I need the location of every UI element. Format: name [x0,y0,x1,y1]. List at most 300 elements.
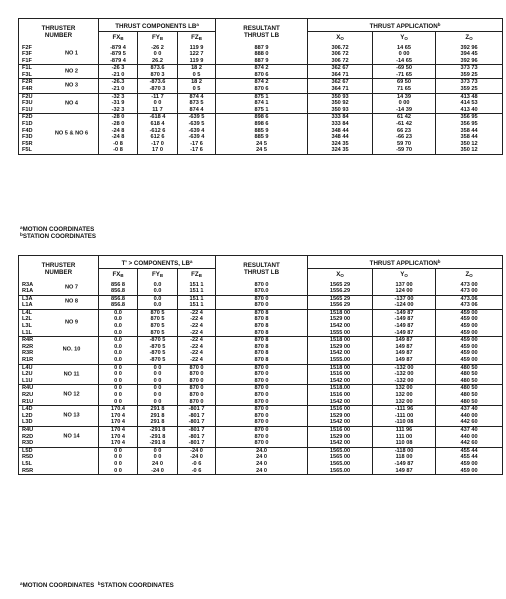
zo-value: 437 40 [436,406,503,413]
fy-value: 870 5 [138,323,178,330]
zo-value: 459 00 [436,468,503,475]
fy-value: 870 5 [138,309,178,316]
xo-value: 1556 29 [308,302,373,309]
xo-value: 1542 00 [308,440,373,447]
thruster-id: L2D [19,413,48,420]
fx-value: 0 0 [99,461,138,468]
fx-value: 0 0 [99,454,138,461]
fx-value: 0.0 [99,323,138,330]
yo-value: 149 87 [373,337,436,344]
fz-value: -17 6 [178,141,216,148]
yo-value: -149 87 [373,330,436,337]
xo-value: 1518 00 [308,364,373,371]
fy-value: 291 8 [138,413,178,420]
yo-value: 14 39 [373,93,436,100]
thruster-group-label: NO 4 [48,93,99,114]
xo-value: 1565 29 [308,295,373,302]
fz-value: 0 5 [178,86,216,93]
resultant-value: 870 6 [216,72,308,79]
fz-value: -17 6 [178,147,216,154]
fx-value: -21 0 [99,72,138,79]
fz-value: 119 9 [178,58,216,65]
resultant-value: 874 2 [216,79,308,86]
resultant-thrust-header: RESULTANT THRUST LB [216,19,308,45]
yo-value: 69 50 [373,79,436,86]
fz-value: -801 7 [178,440,216,447]
thruster-id: R3R [19,350,48,357]
zo-value: 480 50 [436,392,503,399]
xo-value: 1516 00 [308,392,373,399]
zo-value: 455 44 [436,447,503,454]
thruster-id: F2D [19,114,48,121]
zo-value: 394 45 [436,51,503,58]
fz-value: 870 0 [178,364,216,371]
fy-value: 17 0 [138,147,178,154]
fy-value: 870 5 [138,330,178,337]
resultant-value: 875 1 [216,107,308,114]
fx-value: 0.0 [99,309,138,316]
resultant-value: 875 1 [216,93,308,100]
fx-value: -21 0 [99,86,138,93]
thruster-id: R3A [19,282,48,289]
resultant-value: 24.0 [216,447,308,454]
fx-value: -26.3 [99,79,138,86]
xo-value: 350 93 [308,107,373,114]
fx-value: -0 8 [99,141,138,148]
yo-value: -71 65 [373,72,436,79]
zo-value: 480 50 [436,385,503,392]
fx-value: 170 4 [99,413,138,420]
yo-value: 111 96 [373,426,436,433]
fy-value: 618 4 [138,121,178,128]
thruster-id: R1A [19,288,48,295]
yo-value: 149 87 [373,468,436,475]
yo-value: 111 00 [373,434,436,441]
zo-value: 358 44 [436,128,503,135]
fz-value: -801 7 [178,434,216,441]
yo-value: -149 87 [373,323,436,330]
zo-value: 356 95 [436,121,503,128]
xo-value: 364 71 [308,86,373,93]
xo-value: 1516 00 [308,406,373,413]
fy-value: -870 3 [138,86,178,93]
xo-value: 1542 00 [308,419,373,426]
yo-value: -118 00 [373,447,436,454]
resultant-value: 885 9 [216,134,308,141]
thruster-id: F1L [19,65,48,72]
fx-value: -28 0 [99,121,138,128]
fz-value: -639 4 [178,128,216,135]
fz-header: $FZ_B$ [178,32,216,45]
xo-value: 1529 00 [308,413,373,420]
yo-header: $Y_O$ [373,32,436,45]
fz-value: -22 4 [178,323,216,330]
fx-header-2: $FX_B$ [99,269,138,282]
fz-value: -801 7 [178,413,216,420]
fx-value: 170.4 [99,406,138,413]
fx-value: -24 8 [99,128,138,135]
zo-value: 480 50 [436,378,503,385]
xo-value: 306 72 [308,51,373,58]
fx-value: 170 4 [99,426,138,433]
thrust-components-header-2: T' > COMPONENTS, $LB^a$ [99,256,216,269]
thruster-id: L4D [19,406,48,413]
fx-value: 170 4 [99,434,138,441]
fy-value: 0 0 [138,371,178,378]
fy-value: 0 0 [138,399,178,406]
yo-value: -149 87 [373,461,436,468]
zo-value: 459 00 [436,461,503,468]
fx-value: 0 0 [99,371,138,378]
xo-value: 350 92 [308,100,373,107]
thruster-id: F5L [19,147,48,154]
thruster-id: L5D [19,447,48,454]
thruster-id: L4L [19,309,48,316]
thruster-id: L4U [19,364,48,371]
xo-value: 1542 00 [308,378,373,385]
fx-value: 0 0 [99,378,138,385]
thruster-group-label: NO 7 [48,282,99,296]
zo-header-2: $Z_O$ [436,269,503,282]
thruster-id: F2U [19,93,48,100]
xo-value: 333 84 [308,114,373,121]
yo-value: 0 00 [373,100,436,107]
fy-value: -870 5 [138,344,178,351]
zo-value: 373 73 [436,79,503,86]
xo-value: 1565.00 [308,468,373,475]
thruster-id: R1U [19,399,48,406]
xo-header: $X_O$ [308,32,373,45]
zo-value: 480 50 [436,399,503,406]
table-row [19,93,503,100]
fz-value: 870 0 [178,378,216,385]
resultant-value: 24 0 [216,461,308,468]
yo-value: -66 23 [373,134,436,141]
fx-value: 0.0 [99,330,138,337]
resultant-value: 898 6 [216,114,308,121]
resultant-value: 24 5 [216,141,308,148]
xo-value: 348 44 [308,128,373,135]
zo-value: 392 96 [436,45,503,52]
fx-value: 0 0 [99,447,138,454]
fz-value: -22 4 [178,337,216,344]
resultant-value: 888 0 [216,51,308,58]
xo-value: 1565 29 [308,282,373,289]
fy-value: 0 0 [138,447,178,454]
thruster-group-label: NO 2 [48,65,99,79]
yo-value: 59 70 [373,141,436,148]
thruster-id: F3D [19,134,48,141]
fz-value: 870 0 [178,371,216,378]
zo-value: 459 00 [436,350,503,357]
fy-value: 0.0 [138,295,178,302]
thruster-group-label: NO 14 [48,426,99,447]
thruster-group-label: NO 9 [48,309,99,336]
thruster-id: L1L [19,330,48,337]
fx-value: 0.0 [99,344,138,351]
yo-value: -111 96 [373,406,436,413]
thruster-id: R4U [19,385,48,392]
xo-value: 1518 00 [308,309,373,316]
fy-value: 0 0 [138,51,178,58]
fz-value: 151 1 [178,295,216,302]
resultant-value: 24 0 [216,468,308,475]
fx-value: 856 8 [99,282,138,289]
resultant-value: 885 9 [216,128,308,135]
thruster-id: F1F [19,58,48,65]
xo-value: 1565.00 [308,461,373,468]
xo-value: 1556.29 [308,288,373,295]
table-row [19,426,503,433]
fz-value: -639 5 [178,114,216,121]
fx-value: -26 3 [99,65,138,72]
fy-value: 291 8 [138,419,178,426]
resultant-value: 870 0 [216,378,308,385]
table-row [19,114,503,121]
fz-value: 151 1 [178,288,216,295]
footnotes-2: $^a$MOTION COORDINATES $^b$STATION COORDINATES [20,581,174,589]
thruster-id: F5R [19,141,48,148]
xo-value: 306 72 [308,58,373,65]
fx-value: 0.0 [99,316,138,323]
thrust-application-header-2: THRUST APPLICATION$^b$ [308,256,503,269]
fz-value: -801 7 [178,406,216,413]
thruster-number-header-2: THRUSTER NUMBER [19,256,99,282]
fy-value: 0.0 [138,282,178,289]
fy-value: 26.2 [138,58,178,65]
resultant-value: 870 0 [216,419,308,426]
fy-value: -870 5 [138,350,178,357]
fy-value: 873.6 [138,65,178,72]
zo-value: 437 40 [436,426,503,433]
xo-value: 1565.00 [308,447,373,454]
thruster-group-label: NO. 10 [48,337,99,364]
fx-value: -879 4 [99,58,138,65]
fx-value: -24 8 [99,134,138,141]
fy-value: 0 0 [138,454,178,461]
fx-value: -32 3 [99,107,138,114]
thruster-id: F1U [19,107,48,114]
zo-value: 459 00 [436,344,503,351]
thruster-id: R4U [19,426,48,433]
fz-header-2: $FZ_B$ [178,269,216,282]
yo-value: 137 00 [373,282,436,289]
table-row [19,447,503,454]
fy-value: 291 8 [138,406,178,413]
yo-value: -111 00 [373,413,436,420]
yo-value: 61 42 [373,114,436,121]
fy-value: -291 8 [138,434,178,441]
fy-value: -17 0 [138,141,178,148]
table-row [19,65,503,72]
resultant-value: 870 8 [216,309,308,316]
yo-value: -132 00 [373,378,436,385]
zo-value: 442 60 [436,440,503,447]
xo-value: 348 44 [308,134,373,141]
fy-value: -24 0 [138,468,178,475]
fz-value: 874 4 [178,93,216,100]
fy-value: 11 7 [138,107,178,114]
resultant-value: 870 8 [216,337,308,344]
thruster-group-label: NO 11 [48,364,99,385]
resultant-value: 870 8 [216,316,308,323]
xo-value: 1555.00 [308,357,373,364]
fy-value: 0.0 [138,288,178,295]
xo-value: 1516 00 [308,426,373,433]
thruster-group-label: NO 3 [48,79,99,93]
fy-value: -291 8 [138,426,178,433]
xo-value: 1542 00 [308,323,373,330]
zo-value: 480 50 [436,364,503,371]
resultant-value: 870 0 [216,282,308,289]
yo-value: 110 08 [373,440,436,447]
fz-value: -22 4 [178,344,216,351]
xo-value: 362 67 [308,79,373,86]
xo-value: 1555 00 [308,330,373,337]
fz-value: 119 9 [178,45,216,52]
zo-value: 413 48 [436,93,503,100]
yo-value: 71 65 [373,86,436,93]
thruster-id: R2R [19,344,48,351]
yo-value: -110 08 [373,419,436,426]
resultant-value: 870 0 [216,413,308,420]
thruster-id: L2L [19,316,48,323]
xo-value: 1529 00 [308,316,373,323]
xo-value: 324 35 [308,141,373,148]
zo-value: 414 53 [436,100,503,107]
yo-value: 132 00 [373,399,436,406]
thruster-id: F3F [19,51,48,58]
xo-value: 1542 00 [308,350,373,357]
zo-value: 459 00 [436,309,503,316]
fy-value: -618 4 [138,114,178,121]
resultant-value: 870 0 [216,399,308,406]
yo-header-2: $Y_O$ [373,269,436,282]
zo-value: 473 00 [436,282,503,289]
xo-value: 1529 00 [308,344,373,351]
zo-value: 359 25 [436,86,503,93]
table-row [19,385,503,392]
thruster-group-label: NO 5 & NO 6 [48,114,99,155]
fy-value: -870 5 [138,337,178,344]
fz-value: 870 0 [178,392,216,399]
thruster-id: F4R [19,86,48,93]
table-row [19,406,503,413]
fx-value: 0 0 [99,468,138,475]
thruster-id: R1R [19,357,48,364]
thruster-group-label: NO 8 [48,295,99,309]
resultant-value: 870 0 [216,434,308,441]
table-row [19,337,503,344]
fy-header: $FY_B$ [138,32,178,45]
xo-value: 1518 00 [308,337,373,344]
zo-value: 473 00 [436,288,503,295]
fy-value: 612 6 [138,134,178,141]
fx-header: $FX_B$ [99,32,138,45]
zo-value: 455 44 [436,454,503,461]
zo-value: 459 00 [436,330,503,337]
table-row [19,79,503,86]
yo-value: 14 65 [373,45,436,52]
resultant-value: 874 2 [216,65,308,72]
fz-value: 874 4 [178,107,216,114]
resultant-value: 887 9 [216,45,308,52]
yo-value: -124 00 [373,302,436,309]
fx-value: 0 0 [99,364,138,371]
thruster-table-1 [18,18,503,155]
thruster-id: F4D [19,128,48,135]
fy-value: -26 2 [138,45,178,52]
resultant-value: 874 1 [216,100,308,107]
fy-value: -291 8 [138,440,178,447]
fz-value: -22 4 [178,350,216,357]
resultant-value: 870 6 [216,86,308,93]
xo-value: 362 67 [308,65,373,72]
zo-value: 459 00 [436,323,503,330]
thruster-id: R4R [19,337,48,344]
table-row [19,295,503,302]
thruster-id: L1A [19,302,48,309]
xo-value: 1565 00 [308,454,373,461]
fx-value: -31 9 [99,100,138,107]
yo-value: 124 00 [373,288,436,295]
fz-value: -24 0 [178,454,216,461]
table-row [19,45,503,52]
yo-value: -149 87 [373,309,436,316]
resultant-value: 870 8 [216,330,308,337]
fx-value: 0.0 [99,350,138,357]
fx-value: -879 4 [99,45,138,52]
fy-value: 0 0 [138,364,178,371]
fz-value: 151 1 [178,302,216,309]
xo-header-2: $X_O$ [308,269,373,282]
table-row [19,309,503,316]
thruster-id: R5D [19,454,48,461]
resultant-value: 870.0 [216,288,308,295]
fz-value: 18 2 [178,65,216,72]
yo-value: -137 00 [373,295,436,302]
resultant-value: 870 8 [216,350,308,357]
yo-value: 132 00 [373,392,436,399]
fz-value: -22 4 [178,357,216,364]
fx-value: 0.0 [99,357,138,364]
fx-value: 170 4 [99,419,138,426]
thrust-components-header: THRUST COMPONENTS $LB^a$ [99,19,216,32]
xo-value: 1529 00 [308,434,373,441]
fz-value: -639 4 [178,134,216,141]
fz-value: 18 2 [178,79,216,86]
fy-value: 0 0 [138,378,178,385]
thruster-table-2 [18,255,503,475]
resultant-value: 870 0 [216,406,308,413]
fy-value: 870 5 [138,316,178,323]
resultant-value: 870 8 [216,357,308,364]
fz-value: 870 0 [178,385,216,392]
fx-value: -28 0 [99,114,138,121]
thruster-id: L3L [19,323,48,330]
fz-value: 0 5 [178,72,216,79]
resultant-value: 870 8 [216,344,308,351]
thruster-group-label [48,447,99,474]
yo-value: -132 00 [373,364,436,371]
resultant-value: 24 0 [216,454,308,461]
fy-value: -11 7 [138,93,178,100]
footnote-station: $^b$STATION COORDINATES [20,232,97,240]
fx-value: -879 5 [99,51,138,58]
thruster-id: F2R [19,79,48,86]
xo-value: 364 71 [308,72,373,79]
fz-value: -24 0 [178,447,216,454]
